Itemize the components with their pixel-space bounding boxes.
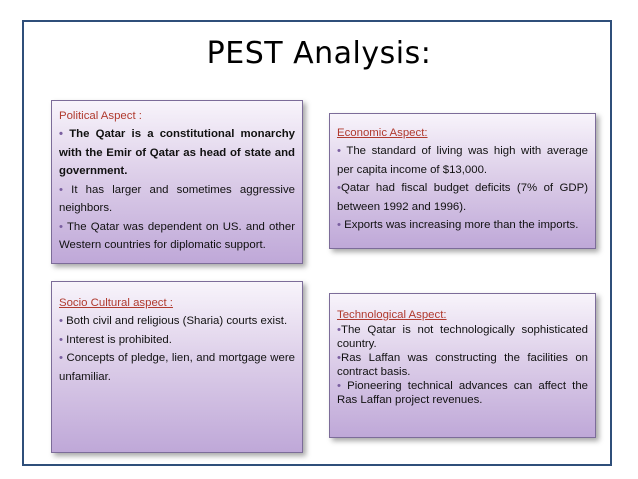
political-item-3: • The Qatar was dependent on US. and other Western countries for diplomatic support. [59,220,295,252]
economic-aspect-box [329,113,596,249]
socio-item-2: • Interest is prohibited. [59,333,172,346]
bullet-icon: • [59,333,63,346]
economic-item-2: •Qatar had fiscal budget deficits (7% of GDP) between 1992 and 1996). [337,182,588,213]
political-item-2: • It has larger and sometimes aggressive neighbors. [59,183,295,215]
bullet-icon: • [59,220,63,233]
economic-item-3: • Exports was increasing more than the imports. [337,219,579,232]
bullet-icon: • [337,324,341,337]
bullet-icon: • [59,183,63,196]
technological-item-2: •Ras Laffan was constructing the facilities on contract basis. [337,352,588,379]
technological-item-3: • Pioneering technical advances can affect the Ras Laffan project revenues. [337,380,589,406]
bullet-icon: • [337,352,341,365]
bullet-icon: • [337,182,341,195]
political-item-1: • The Qatar is a constitutional monarchy with the Emir of Qatar as head of state and government. [59,128,295,178]
socio-item-1: • Both civil and religious (Sharia) courts exist. [59,315,288,328]
political-heading: Political Aspect : [59,110,142,122]
economic-heading: Economic Aspect: [337,127,428,139]
socio-cultural-aspect-box [51,281,303,453]
bullet-icon: • [337,380,341,393]
bullet-icon: • [337,145,341,158]
bullet-icon: • [59,315,63,328]
socio-heading: Socio Cultural aspect : [59,297,173,309]
technological-item-1: •The Qatar is not technologically sophisticated country. [337,324,588,351]
slide-title: PEST Analysis: [206,36,432,71]
socio-item-3: • Concepts of pledge, lien, and mortgage were unfamiliar. [59,352,295,383]
political-aspect-box [51,100,303,264]
economic-item-1: • The standard of living was high with average per capita income of $13,000. [337,145,588,176]
bullet-icon: • [59,352,63,365]
technological-heading: Technological Aspect: [337,309,447,321]
technological-aspect-box [329,293,596,438]
bullet-icon: • [337,219,341,232]
bullet-icon: • [59,128,63,141]
